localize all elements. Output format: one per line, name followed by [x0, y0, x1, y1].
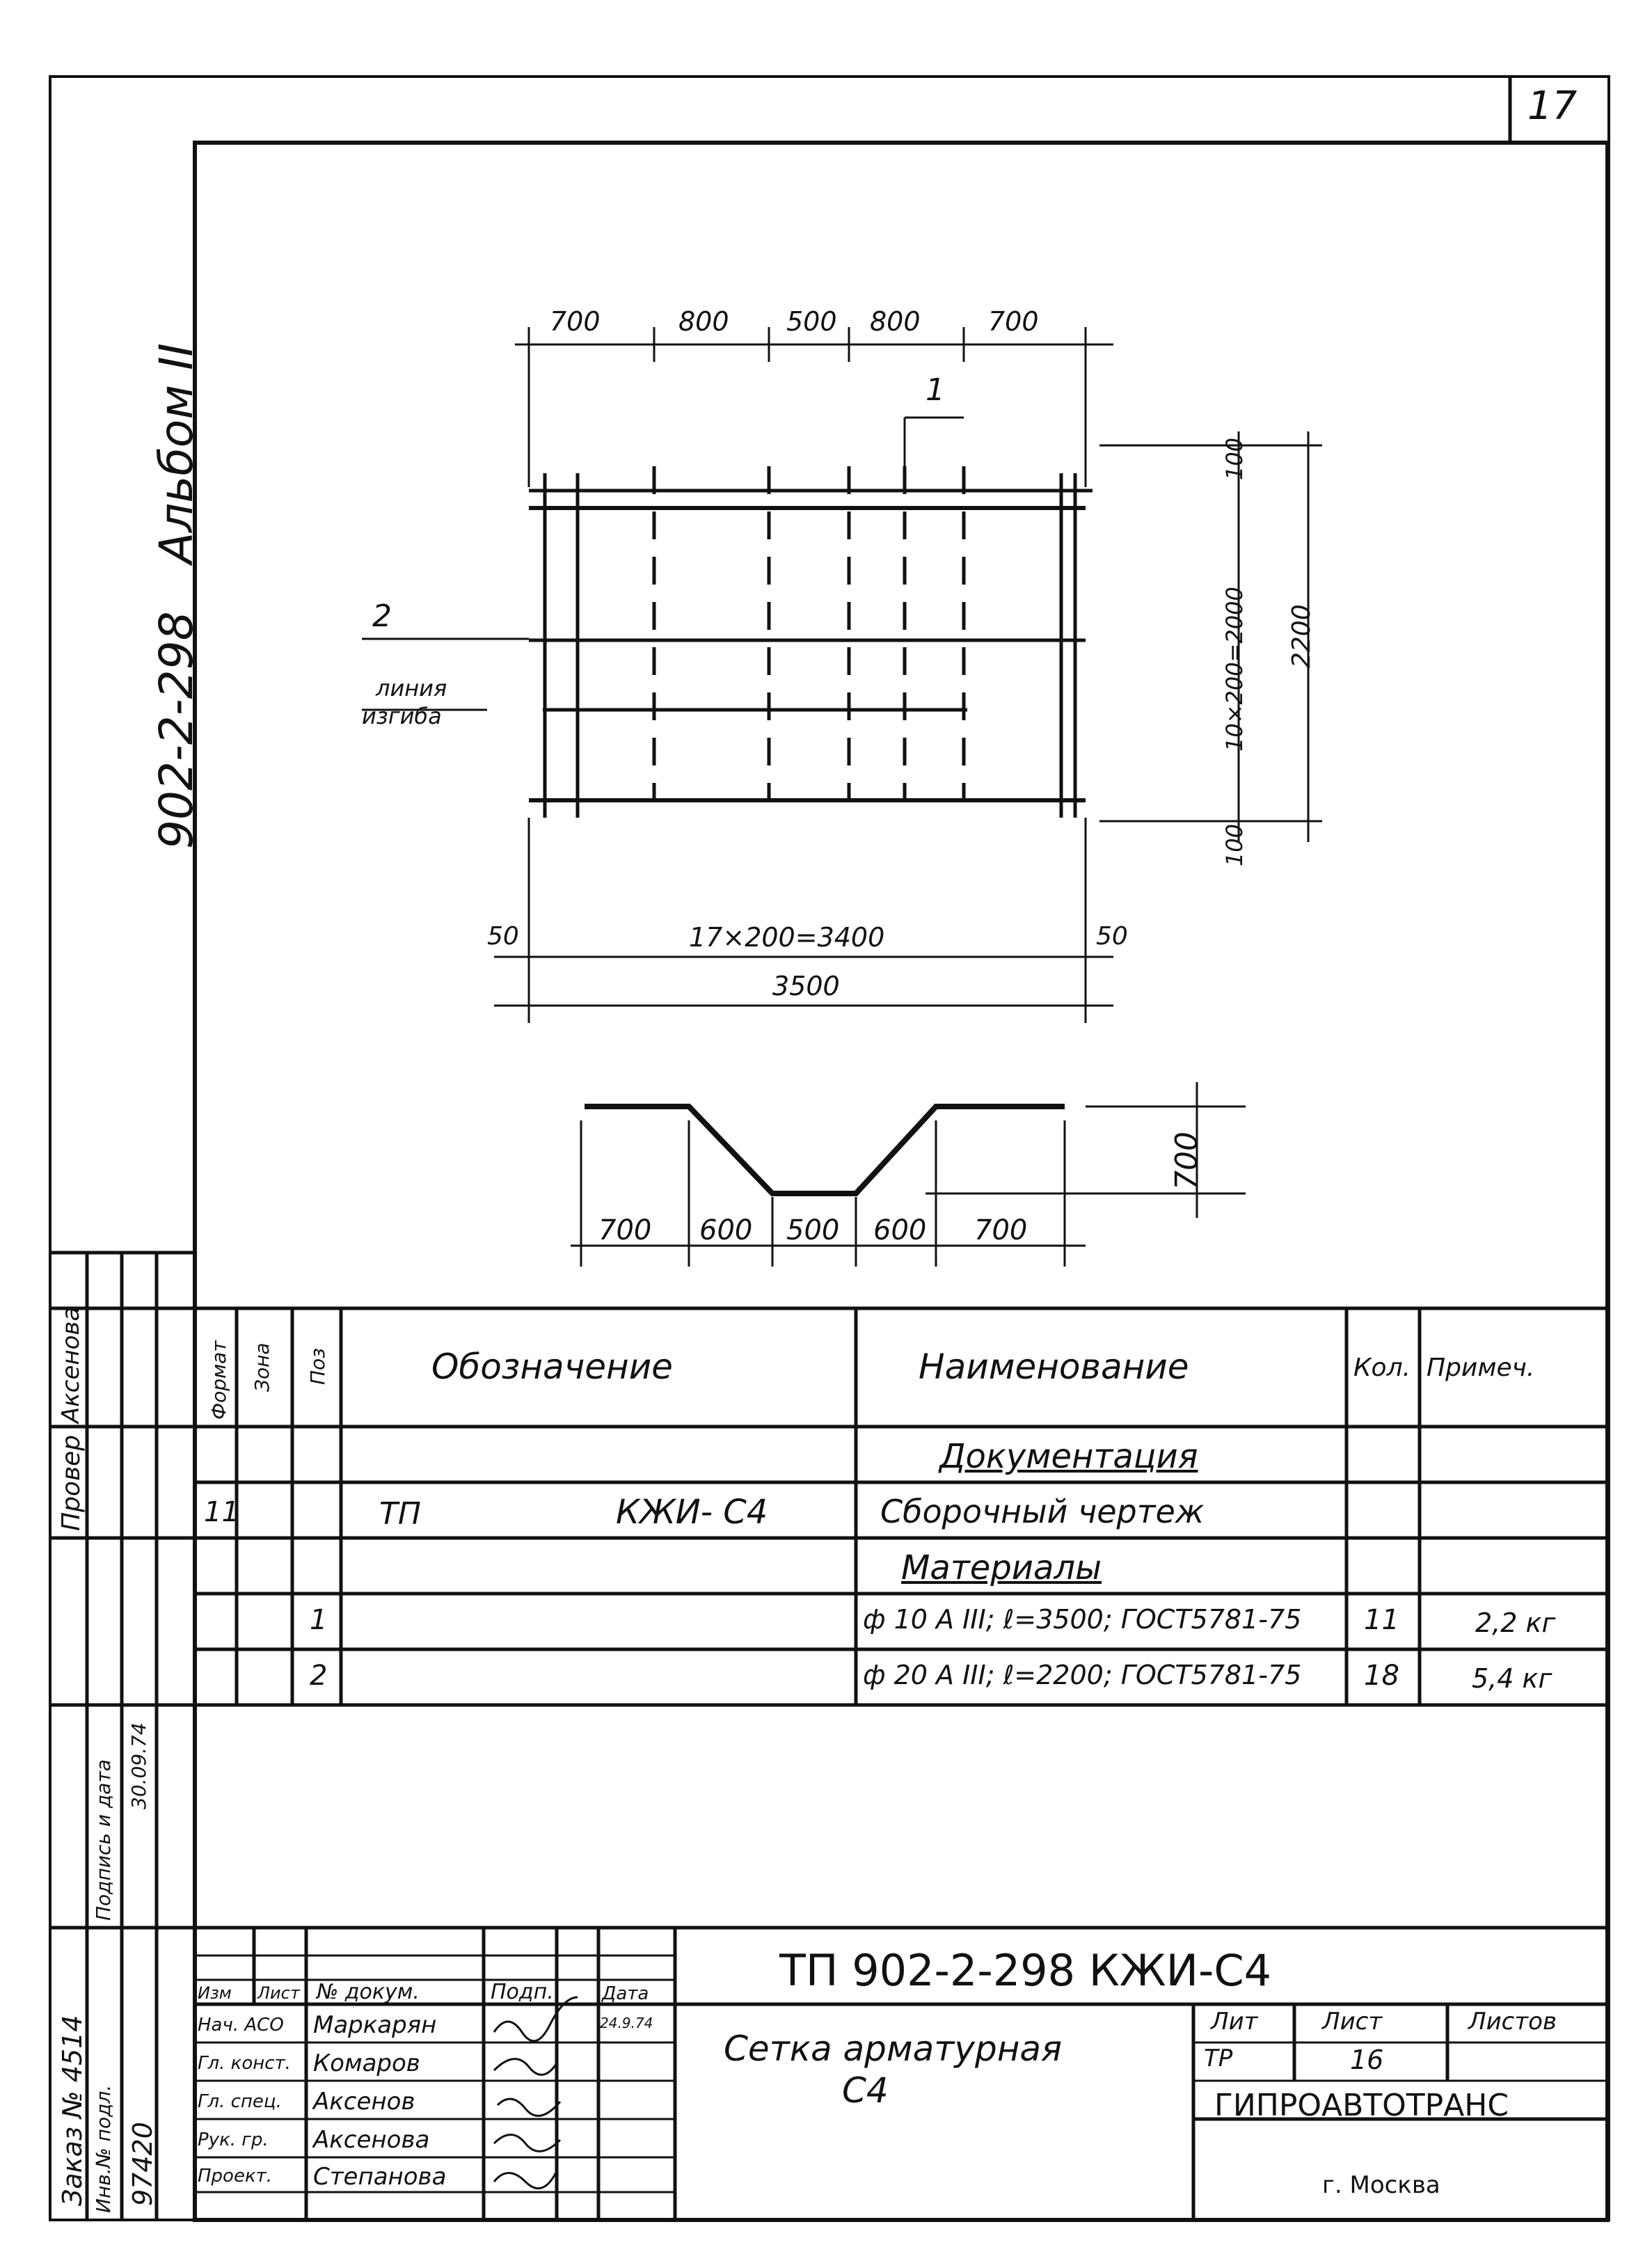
org-city: г. Москва [1322, 2171, 1440, 2199]
staff-name: Комаров [313, 2049, 420, 2077]
row-designation-a: ТП [379, 1496, 421, 1532]
right-dim-middle: 10×200=2000 [1221, 587, 1248, 752]
row-note: 5,4 кг [1472, 1663, 1552, 1694]
staff-role: Гл. конст. [198, 2053, 291, 2074]
lit-label: Лит [1211, 2008, 1258, 2036]
header-date: Дата [602, 1983, 649, 2004]
row-qty: 11 [1364, 1604, 1399, 1636]
doc-name-line2: С4 [842, 2070, 889, 2111]
right-dim-bottom: 100 [1221, 823, 1248, 866]
staff-role: Проект. [198, 2166, 273, 2187]
bottom-dim-middle: 17×200=3400 [689, 922, 885, 953]
sign-date: 30.09.74 [127, 1722, 150, 1809]
bend-line-label-2: изгиба [362, 703, 442, 729]
bottom-dim-left: 50 [487, 922, 519, 951]
top-dim-5: 700 [988, 306, 1039, 337]
right-dim-total: 2200 [1287, 604, 1316, 668]
staff-role: Рук. гр. [198, 2129, 269, 2150]
sheets-label: Листов [1468, 2008, 1557, 2036]
header-doc-no: № докум. [317, 1980, 420, 2004]
sheet-number: 17 [1527, 84, 1578, 129]
staff-name: Маркарян [313, 2011, 437, 2039]
approval-name: Аксенова [57, 1306, 85, 1423]
staff-name: Аксенов [313, 2088, 415, 2116]
profile-dim-1: 700 [598, 1214, 652, 1246]
section-documentation: Документация [939, 1437, 1198, 1476]
position-label-2: 2 [372, 598, 392, 634]
top-dim-4: 800 [870, 306, 921, 337]
staff-date: 24.9.74 [600, 2015, 653, 2031]
staff-role: Нач. АСО [198, 2015, 284, 2036]
side-title-code: 902-2-298 [150, 611, 203, 849]
doc-code: ТП 902-2-298 КЖИ-С4 [779, 1945, 1272, 1996]
section-materials: Материалы [901, 1548, 1102, 1587]
header-izm: Изм [198, 1983, 232, 2003]
row-designation-b: КЖИ- С4 [616, 1493, 768, 1532]
header-sign: Подп. [491, 1980, 554, 2004]
row-name: ф 20 А III; ℓ=2200; ГОСТ5781-75 [863, 1660, 1302, 1690]
row-name: Сборочный чертеж [880, 1493, 1205, 1530]
col-header-note: Примеч. [1427, 1354, 1535, 1382]
profile-height: 700 [1169, 1132, 1205, 1190]
profile-dim-4: 600 [873, 1214, 927, 1246]
side-title-album: Альбом II [150, 342, 203, 564]
col-header-name: Наименование [919, 1347, 1189, 1387]
col-header-designation: Обозначение [431, 1347, 673, 1387]
lit-value: ТР [1204, 2045, 1233, 2072]
order-number: Заказ № 4514 [57, 2015, 88, 2206]
row-name: ф 10 А III; ℓ=3500; ГОСТ5781-75 [863, 1604, 1302, 1635]
inv-value: 97420 [127, 2122, 158, 2206]
position-label-1: 1 [926, 372, 945, 408]
top-dim-3: 500 [786, 306, 837, 337]
profile-dim-3: 500 [786, 1214, 840, 1246]
bend-line-label-1: линия [376, 675, 447, 701]
staff-role: Гл. спец. [198, 2091, 282, 2112]
row-pos: 1 [310, 1604, 328, 1636]
row-format: 11 [204, 1496, 239, 1528]
sign-label: Подпись и дата [92, 1759, 115, 1921]
right-dim-top: 100 [1221, 437, 1248, 480]
sheet-label: Лист [1322, 2008, 1383, 2036]
approval-role: Провер [57, 1434, 86, 1531]
doc-name-line1: Сетка арматурная [724, 2029, 1063, 2069]
top-dim-2: 800 [678, 306, 729, 337]
bottom-dim-right: 50 [1096, 922, 1128, 951]
row-pos: 2 [310, 1660, 328, 1692]
org-name: ГИПРОАВТОТРАНС [1214, 2088, 1509, 2123]
profile-dim-5: 700 [974, 1214, 1028, 1246]
profile-dim-2: 600 [699, 1214, 753, 1246]
row-qty: 18 [1364, 1660, 1399, 1692]
col-header-format: Формат [207, 1340, 230, 1420]
col-header-qty: Кол. [1353, 1354, 1411, 1382]
header-list: Лист [257, 1983, 300, 2003]
sheet-value: 16 [1350, 2045, 1384, 2075]
inv-label: Инв.№ подл. [92, 2084, 115, 2213]
top-dim-1: 700 [550, 306, 601, 337]
col-header-pos: Поз [306, 1347, 329, 1385]
bottom-dim-total: 3500 [772, 971, 840, 1001]
staff-name: Аксенова [313, 2126, 430, 2154]
row-note: 2,2 кг [1475, 1608, 1556, 1638]
col-header-zone: Зона [251, 1342, 273, 1392]
staff-name: Степанова [313, 2163, 447, 2191]
